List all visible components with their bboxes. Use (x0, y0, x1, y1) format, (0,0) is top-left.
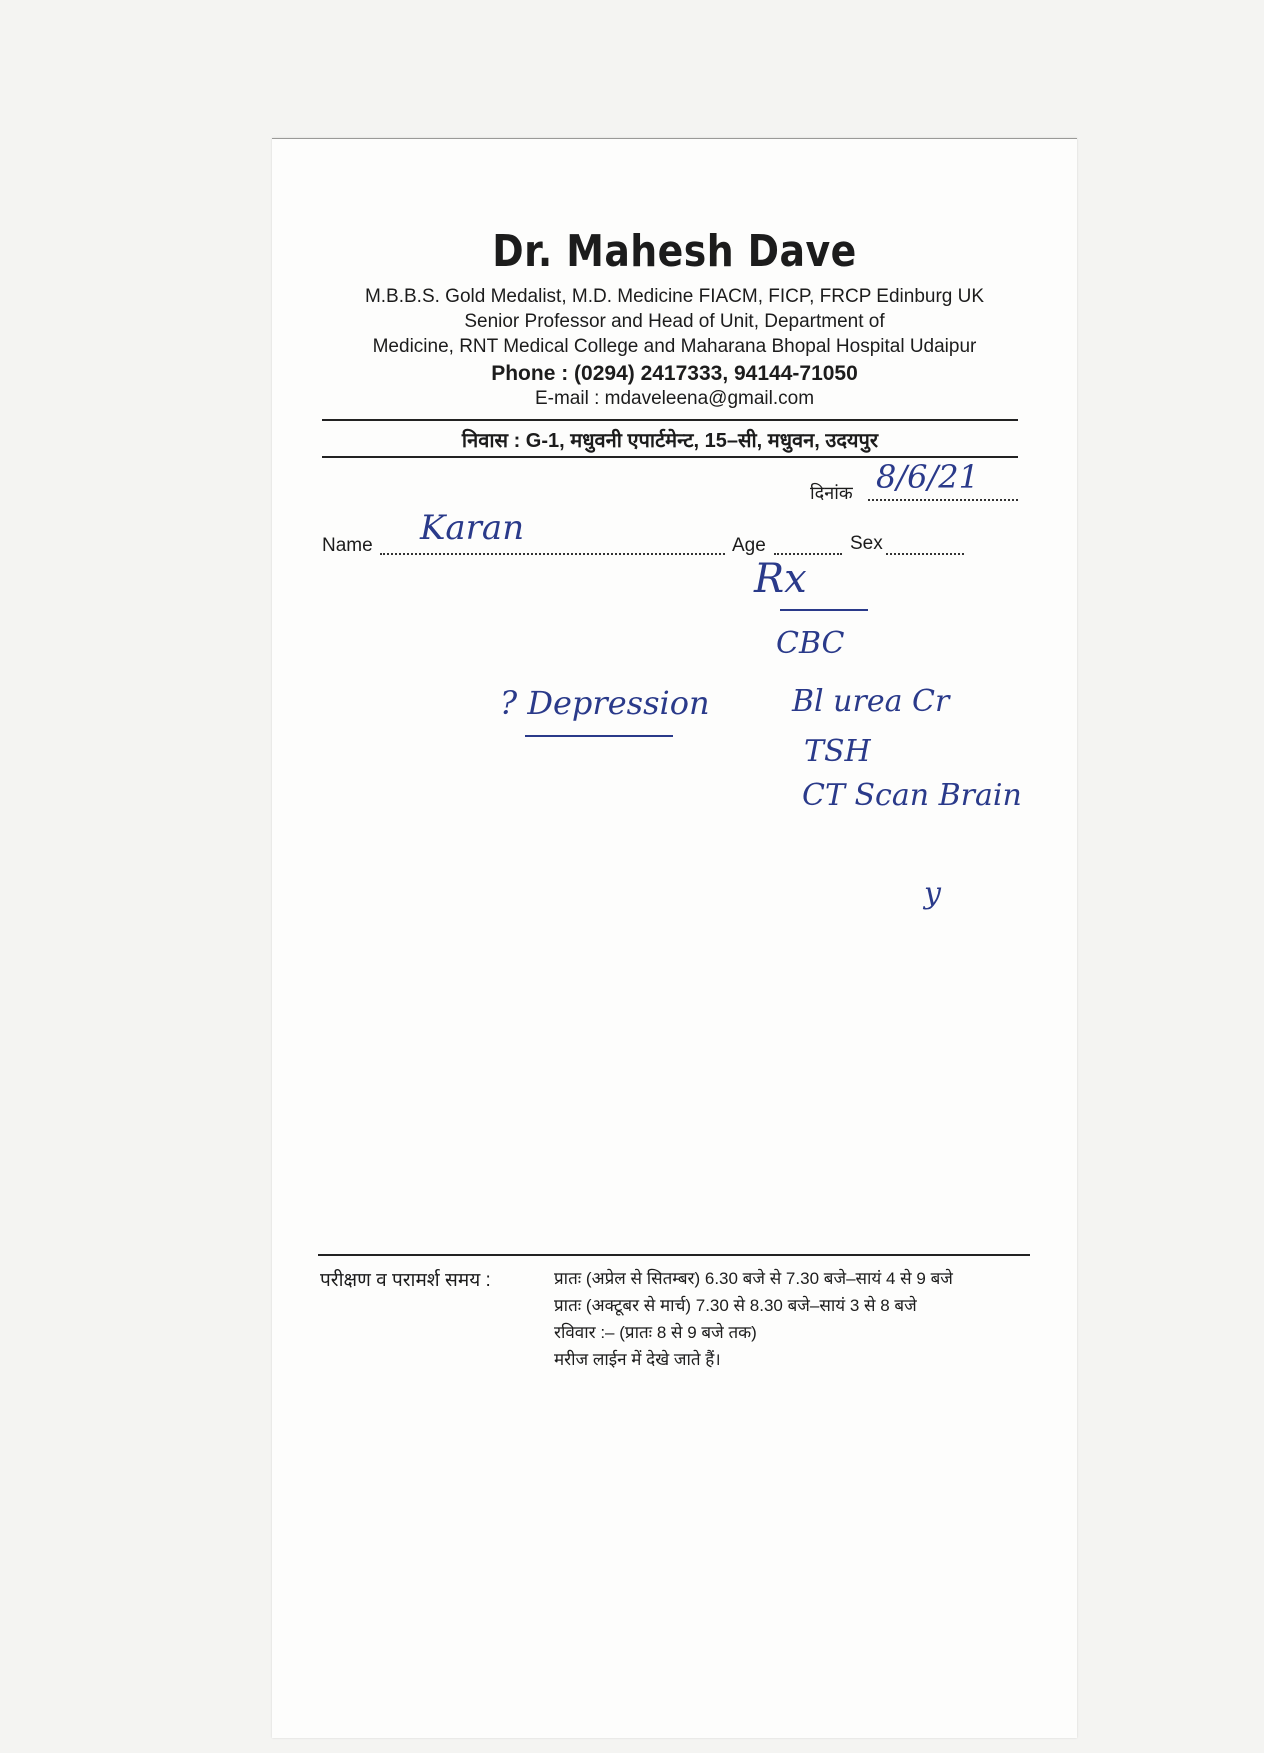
timing-line: प्रातः (अक्टूबर से मार्च) 7.30 से 8.30 बजे–सायं 3 से 8 बजे (554, 1296, 917, 1315)
doctor-name: Dr. Mahesh Dave (492, 226, 857, 277)
name-dotted-line (380, 553, 725, 555)
date-dotted-line (868, 499, 1018, 501)
date-value: 8/6/21 (876, 458, 979, 496)
test-item: TSH (804, 734, 871, 769)
rule-top (322, 419, 1018, 421)
diagnosis-underline (525, 735, 673, 737)
date-label: दिनांक (810, 483, 853, 503)
name-label: Name (322, 535, 373, 556)
residence-address: निवास : G-1, मधुवनी एपार्टमेन्ट, 15–सी, मधुवन, उदयपुर (461, 430, 879, 452)
timing-line: मरीज लाईन में देखे जाते हैं। (554, 1350, 721, 1369)
phone: Phone : (0294) 2417333, 94144-71050 (491, 362, 858, 385)
sheet-top-edge (272, 138, 1077, 139)
sex-label: Sex (850, 533, 883, 554)
position-line-1: Senior Professor and Head of Unit, Department of (464, 311, 885, 332)
prescription-sheet (272, 138, 1077, 1738)
test-item: Bl urea Cr (792, 684, 950, 719)
timing-line: प्रातः (अप्रेल से सितम्बर) 6.30 बजे से 7.30 बजे–सायं 4 से 9 बजे (554, 1269, 953, 1288)
timing-line: रविवार :– (प्रातः 8 से 9 बजे तक) (554, 1323, 757, 1342)
tick-mark: y (924, 876, 941, 911)
test-item: CBC (776, 626, 845, 661)
rx-underline (780, 609, 868, 611)
timings-label: परीक्षण व परामर्श समय : (320, 1270, 491, 1291)
position-line-2: Medicine, RNT Medical College and Maharana Bhopal Hospital Udaipur (372, 336, 977, 357)
test-item: CT Scan Brain (802, 778, 1022, 813)
footer-rule (318, 1254, 1030, 1256)
age-label: Age (732, 535, 766, 556)
email: E-mail : mdaveleena@gmail.com (534, 388, 815, 409)
qualifications: M.B.B.S. Gold Medalist, M.D. Medicine FIACM, FICP, FRCP Edinburg UK (364, 286, 985, 307)
sex-dotted-line (886, 553, 964, 555)
age-dotted-line (774, 553, 842, 555)
rx-symbol: Rx (754, 556, 807, 602)
diagnosis: ? Depression (500, 684, 710, 722)
name-value: Karan (420, 508, 525, 548)
